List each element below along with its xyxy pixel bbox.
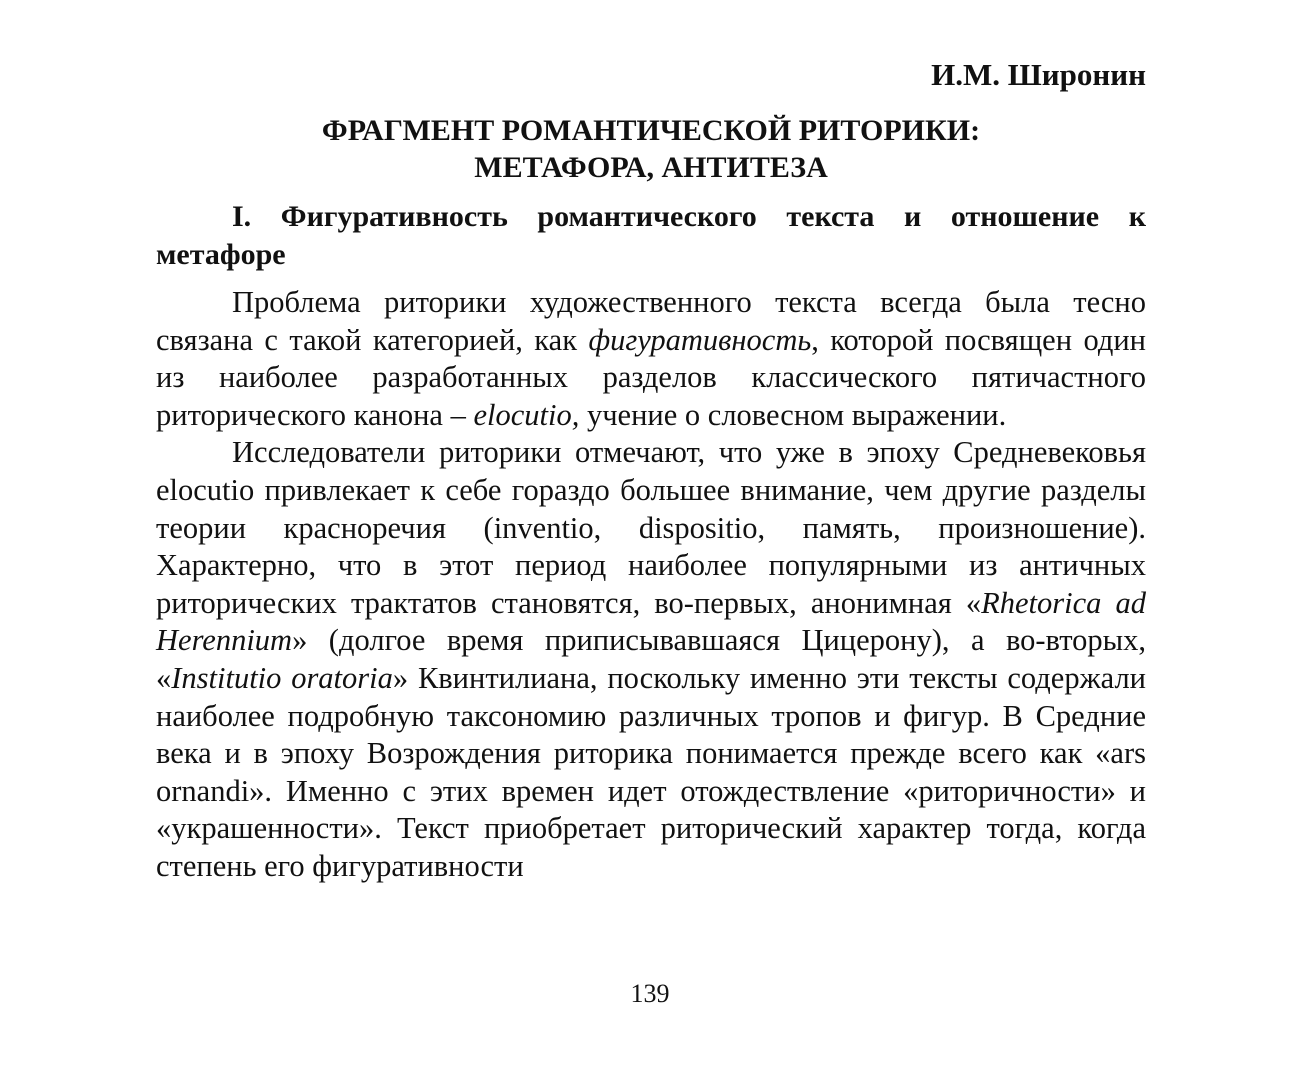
article-title <box>156 112 1146 186</box>
paragraph-1 <box>156 284 1146 434</box>
paragraph-2-text-c: » Квинтилиана, поскольку именно эти тексты содержали наиболее подробную таксономию различных тропов и фигур. В Средние века и в эпоху Возрождения риторика понимается прежде всего как «ars ornandi». Именно с этих времен идет отождествление «риторичности» и «украшенности». Текст приобретает риторический характер тогда, когда степень его фигуративности <box>156 660 1146 883</box>
page-number: 139 <box>630 979 670 1008</box>
paragraph-2-italic-a: Rhetorica ad Herennium <box>156 585 1146 658</box>
article-title-line-2: МЕТАФОРА, АНТИТЕЗА <box>474 151 828 184</box>
paragraph-1-italic-a: фигуративность <box>588 322 812 357</box>
paragraph-2-text-b: » (долгое время приписывавшаяся Цицерону), а во-вторых, « <box>156 623 1146 695</box>
section-heading: I. Фигуративность романтического текста и отношение к метафоре <box>156 200 1146 271</box>
author-name: И.М. Широнин <box>931 57 1146 92</box>
paragraph-1-italic-b: elocutio, <box>473 397 580 432</box>
page-content <box>156 56 1146 886</box>
paragraph-1-text-a: Проблема риторики художественного текста всегда была тесно связана с такой категорией, как <box>156 285 1146 357</box>
paragraph-2-text-a: Исследователи риторики отмечают, что уже в эпоху Средневековья elocutio привлекает к себе гораздо большее внимание, чем другие разделы теории красноречия (inventio, dispositio, память, произношение). Характерно, что в этот период наиболее популярными из античных риторических трактатов становятся, во-первых, анонимная « <box>156 435 1146 620</box>
paragraph-1-text-b: , которой посвящен один из наиболее разработанных разделов классического пятичастного риторического канона – <box>156 322 1146 432</box>
article-title-line-1: ФРАГМЕНТ РОМАНТИЧЕСКОЙ РИТОРИКИ: <box>321 114 981 147</box>
paragraph-2 <box>156 434 1146 885</box>
paragraph-1-text-c: учение о словесном выражении. <box>579 397 1007 432</box>
paragraph-2-italic-b: Institutio oratoria <box>171 660 393 695</box>
